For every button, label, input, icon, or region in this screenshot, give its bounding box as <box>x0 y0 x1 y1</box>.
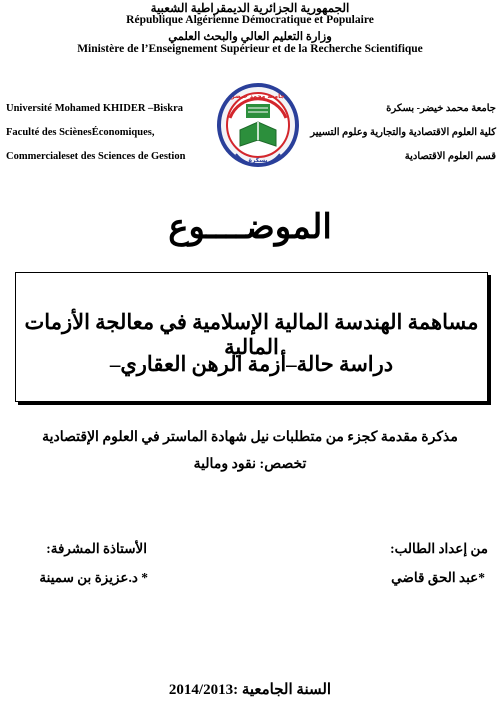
student-label: من إعداد الطالب: <box>390 541 488 556</box>
university-name-fr: Université Mohamed KHIDER –Biskra <box>6 103 184 114</box>
logo-bottom-text: بسكرة <box>248 157 268 164</box>
header-ar-ministry: وزارة التعليم العالي والبحث العلمي <box>168 31 332 43</box>
logo-emblem-block <box>246 104 270 118</box>
faculty-name-ar: كلية العلوم الاقتصادية والتجارية وعلوم التسيير <box>310 127 496 138</box>
supervisor-label: الأستاذة المشرفة: <box>46 541 147 556</box>
memo-statement: مذكرة مقدمة كجزء من متطلبات نيل شهادة الماستر في العلوم الإقتصادية <box>42 430 458 445</box>
academic-year: السنة الجامعية :2014/2013 <box>168 682 332 698</box>
faculty-name-fr: Faculté des SciènesÉconomiques, <box>6 127 155 138</box>
university-name-ar: جامعة محمد خيضر- بسكرة <box>386 103 496 114</box>
thesis-subtitle: دراسة حالة–أزمة الرهن العقاري– <box>109 352 394 376</box>
student-name: *عبد الحق قاضي <box>391 570 485 585</box>
department-name-ar: قسم العلوم الاقتصادية <box>404 151 496 162</box>
subject-heading: الموضــــوع <box>168 209 332 246</box>
university-emblem-icon <box>216 82 300 168</box>
faculty-name-fr-cont: Commercialeset des Sciences de Gestion <box>6 151 186 162</box>
header-fr-ministry: Ministère de l’Enseignement Supérieur et de la Recherche Scientifique <box>77 43 423 55</box>
specialty: تخصص: نقود ومالية <box>193 457 307 472</box>
header-fr-republic: République Algérienne Démocratique et Populaire <box>126 14 374 26</box>
supervisor-name: * د.عزيزة بن سمينة <box>39 570 148 585</box>
thesis-title: مساهمة الهندسة المالية الإسلامية في معالجة الأزمات المالية <box>24 310 479 359</box>
header-ar-republic: الجمهورية الجزائرية الديمقراطية الشعبية <box>150 1 350 15</box>
logo-top-text: جامعة محمد خيضر <box>231 93 285 100</box>
